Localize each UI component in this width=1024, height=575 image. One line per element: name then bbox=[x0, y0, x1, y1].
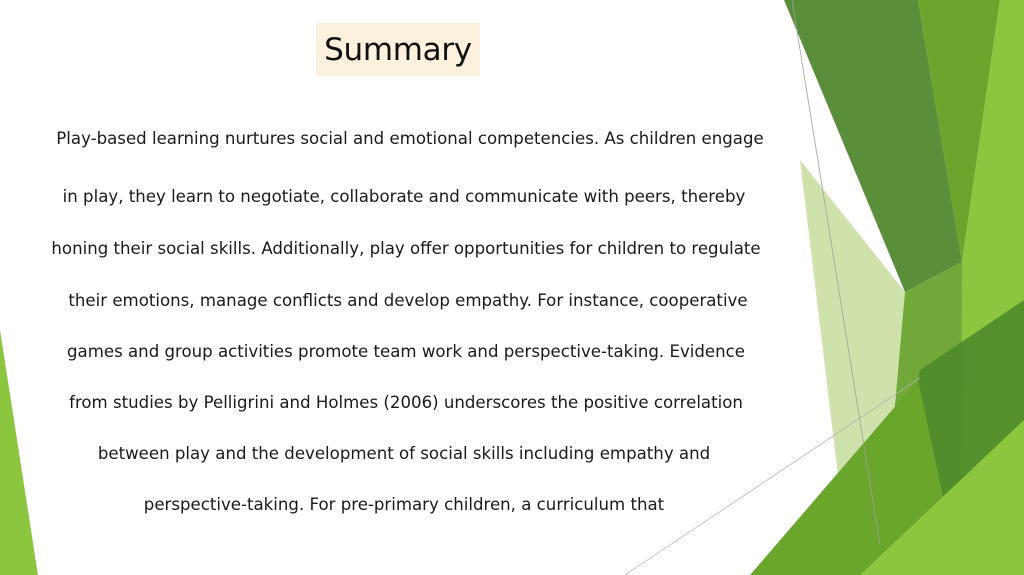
slide-title: Summary bbox=[324, 31, 472, 68]
body-line-7: between play and the development of social skills including empathy and bbox=[97, 444, 711, 463]
title-box bbox=[316, 23, 480, 76]
body-line-8: perspective-taking. For pre-primary children, a curriculum that bbox=[143, 495, 665, 514]
body-line-1: Play-based learning nurtures social and emotional competencies. As children engage bbox=[56, 129, 764, 148]
body-line-5: games and group activities promote team work and perspective-taking. Evidence bbox=[67, 342, 745, 361]
body-line-4: their emotions, manage conflicts and develop empathy. For instance, cooperative bbox=[68, 291, 748, 310]
body-line-2: in play, they learn to negotiate, collaborate and communicate with peers, thereby bbox=[62, 187, 746, 206]
body-line-6: from studies by Pelligrini and Holmes (2006) underscores the positive correlation bbox=[69, 393, 743, 412]
body-line-3: honing their social skills. Additionally, play offer opportunities for children to regulate bbox=[51, 239, 761, 258]
